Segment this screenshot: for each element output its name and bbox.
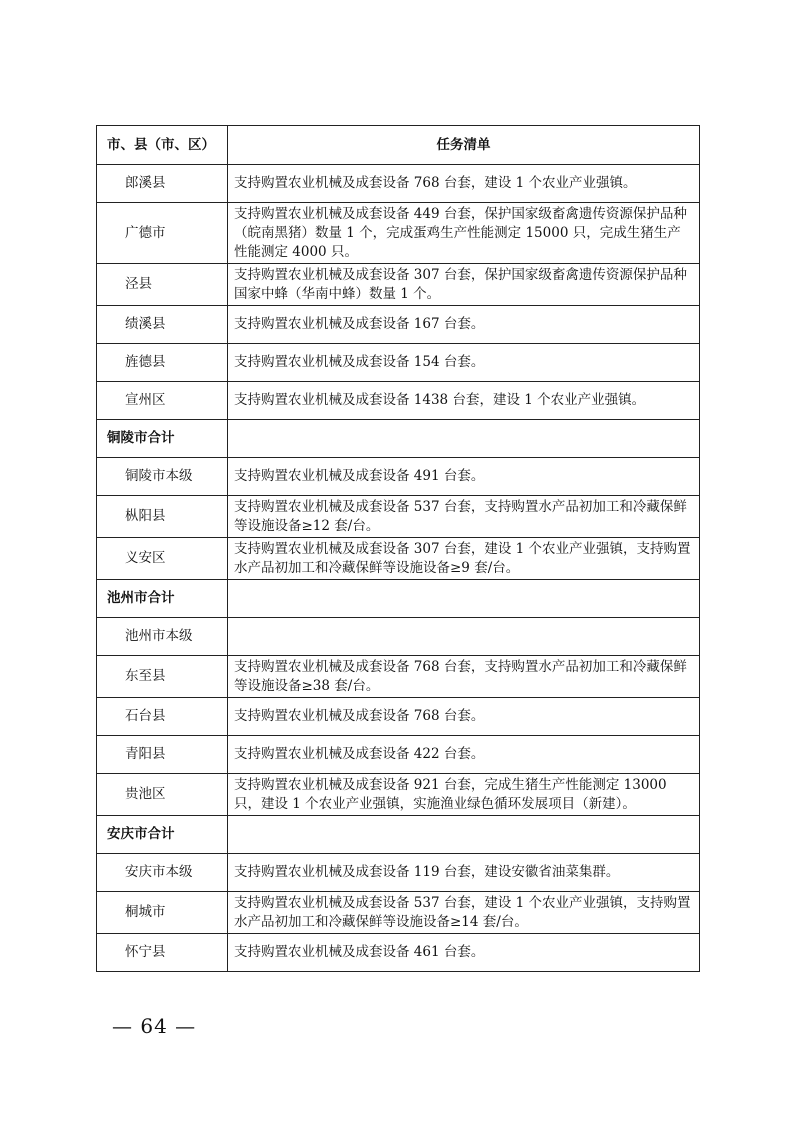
table-row (97, 458, 700, 496)
task-cell: 支持购置农业机械及成套设备 768 台套。 (228, 698, 700, 736)
region-cell: 青阳县 (97, 736, 228, 774)
subtotal-row (97, 816, 700, 854)
table-header (97, 126, 700, 165)
region-cell: 池州市合计 (97, 580, 228, 618)
table-row (97, 892, 700, 934)
table-row (97, 382, 700, 420)
table-row (97, 538, 700, 580)
table-row (97, 203, 700, 264)
region-cell: 泾县 (97, 264, 228, 306)
table-row (97, 264, 700, 306)
region-cell: 东至县 (97, 656, 228, 698)
table-row (97, 934, 700, 972)
table-row (97, 854, 700, 892)
table-row (97, 698, 700, 736)
task-cell: 支持购置农业机械及成套设备 307 台套，保护国家级畜禽遗传资源保护品种国家中蜂（华南中蜂）数量 1 个。 (228, 264, 700, 306)
task-cell: 支持购置农业机械及成套设备 537 台套，建设 1 个农业产业强镇，支持购置水产品初加工和冷藏保鲜等设施设备≥14 套/台。 (228, 892, 700, 934)
region-cell: 贵池区 (97, 774, 228, 816)
table-row (97, 496, 700, 538)
region-cell: 安庆市本级 (97, 854, 228, 892)
table-row (97, 306, 700, 344)
region-cell: 枞阳县 (97, 496, 228, 538)
task-cell: 支持购置农业机械及成套设备 491 台套。 (228, 458, 700, 496)
task-cell (228, 580, 700, 618)
table-row (97, 774, 700, 816)
task-cell: 支持购置农业机械及成套设备 537 台套，支持购置水产品初加工和冷藏保鲜等设施设备≥12 套/台。 (228, 496, 700, 538)
region-cell: 铜陵市本级 (97, 458, 228, 496)
region-cell: 铜陵市合计 (97, 420, 228, 458)
region-cell: 义安区 (97, 538, 228, 580)
region-cell: 池州市本级 (97, 618, 228, 656)
region-cell: 旌德县 (97, 344, 228, 382)
region-cell: 桐城市 (97, 892, 228, 934)
header-task-list: 任务清单 (228, 126, 700, 165)
region-cell: 宣州区 (97, 382, 228, 420)
region-cell: 郎溪县 (97, 165, 228, 203)
task-cell (228, 618, 700, 656)
region-cell: 安庆市合计 (97, 816, 228, 854)
task-list-table (96, 125, 700, 972)
region-cell: 广德市 (97, 203, 228, 264)
task-cell: 支持购置农业机械及成套设备 307 台套，建设 1 个农业产业强镇，支持购置水产品初加工和冷藏保鲜等设施设备≥9 套/台。 (228, 538, 700, 580)
table-row (97, 618, 700, 656)
task-cell: 支持购置农业机械及成套设备 1438 台套，建设 1 个农业产业强镇。 (228, 382, 700, 420)
task-cell: 支持购置农业机械及成套设备 119 台套，建设安徽省油菜集群。 (228, 854, 700, 892)
region-cell: 石台县 (97, 698, 228, 736)
subtotal-row (97, 420, 700, 458)
table-row (97, 736, 700, 774)
task-cell (228, 420, 700, 458)
header-region: 市、县（市、区） (97, 126, 228, 165)
region-cell: 怀宁县 (97, 934, 228, 972)
table-row (97, 165, 700, 203)
task-cell: 支持购置农业机械及成套设备 768 台套，建设 1 个农业产业强镇。 (228, 165, 700, 203)
table-row (97, 656, 700, 698)
task-cell: 支持购置农业机械及成套设备 449 台套，保护国家级畜禽遗传资源保护品种（皖南黑猪）数量 1 个，完成蛋鸡生产性能测定 15000 只，完成生猪生产性能测定 4000 只。 (228, 203, 700, 264)
task-cell (228, 816, 700, 854)
task-cell: 支持购置农业机械及成套设备 154 台套。 (228, 344, 700, 382)
task-cell: 支持购置农业机械及成套设备 461 台套。 (228, 934, 700, 972)
task-cell: 支持购置农业机械及成套设备 921 台套，完成生猪生产性能测定 13000 只，建设 1 个农业产业强镇，实施渔业绿色循环发展项目（新建）。 (228, 774, 700, 816)
table-row (97, 344, 700, 382)
task-cell: 支持购置农业机械及成套设备 422 台套。 (228, 736, 700, 774)
region-cell: 绩溪县 (97, 306, 228, 344)
page-number: — 64 — (112, 1014, 197, 1038)
table-body (97, 165, 700, 972)
subtotal-row (97, 580, 700, 618)
task-cell: 支持购置农业机械及成套设备 768 台套，支持购置水产品初加工和冷藏保鲜等设施设备≥38 套/台。 (228, 656, 700, 698)
task-cell: 支持购置农业机械及成套设备 167 台套。 (228, 306, 700, 344)
